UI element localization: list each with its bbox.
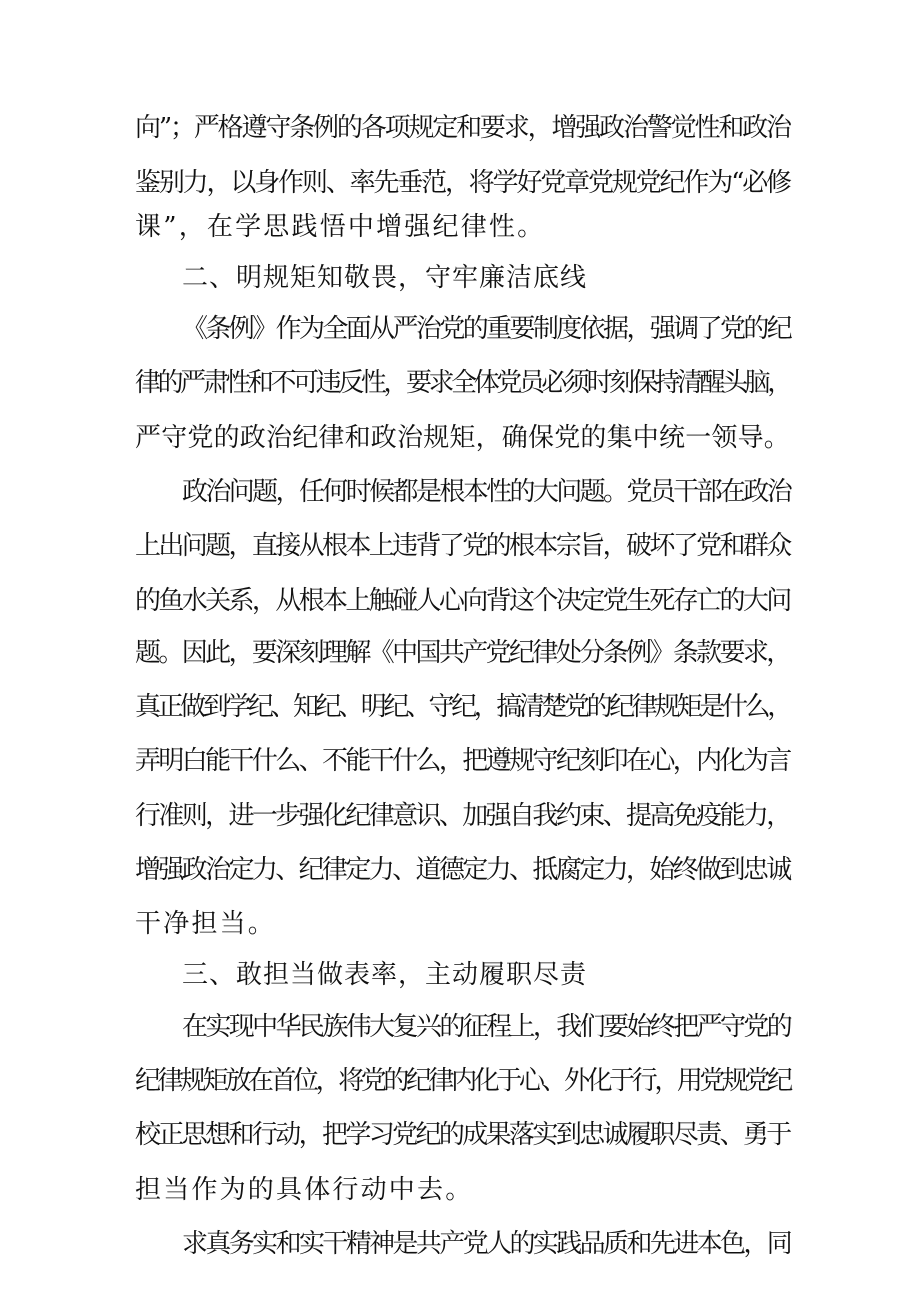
body-text-line: 向”；严格遵守条例的各项规定和要求，增强政治警觉性和政治: [135, 113, 790, 143]
section-heading-3: 三、敢担当做表率，主动履职尽责: [182, 960, 588, 990]
body-text-line: 在实现中华民族伟大复兴的征程上，我们要始终把严守党的: [182, 1012, 791, 1042]
body-text-line: 《条例》作为全面从严治党的重要制度依据，强调了党的纪: [182, 314, 791, 344]
body-text-line: 上出问题，直接从根本上违背了党的根本宗旨，破坏了党和群众: [135, 531, 790, 561]
body-text-line: 行准则，进一步强化纪律意识、加强自我约束、提高免疫能力，: [135, 801, 790, 831]
body-text-line: 担当作为的具体行动中去。: [135, 1175, 474, 1205]
body-text-line: 政治问题，任何时候都是根本性的大问题。党员干部在政治: [182, 477, 791, 507]
body-text-line: 课”，在学思践悟中增强纪律性。: [135, 212, 546, 242]
body-text-line: 增强政治定力、纪律定力、道德定力、抵腐定力，始终做到忠诚: [135, 855, 790, 885]
body-text-line: 题。因此，要深刻理解《中国共产党纪律处分条例》条款要求，: [135, 638, 790, 668]
body-text-line: 的鱼水关系，从根本上触碰人心向背这个决定党生死存亡的大问: [135, 586, 790, 616]
body-text-line: 严守党的政治纪律和政治规矩，确保党的集中统一领导。: [135, 423, 791, 453]
body-text-line: 律的严肃性和不可违反性，要求全体党员必须时刻保持清醒头脑，: [135, 368, 790, 398]
body-text-line: 真正做到学纪、知纪、明纪、守纪，搞清楚党的纪律规矩是什么，: [135, 692, 790, 722]
body-text-line: 干净担当。: [135, 909, 277, 939]
body-text-line: 校正思想和行动，把学习党纪的成果落实到忠诚履职尽责、勇于: [135, 1120, 790, 1150]
body-text-line: 纪律规矩放在首位，将党的纪律内化于心、外化于行，用党规党纪: [135, 1066, 790, 1096]
body-text-line: 鉴别力，以身作则、率先垂范，将学好党章党规党纪作为“必修: [135, 168, 790, 198]
body-text-line: 求真务实和实干精神是共产党人的实践品质和先进本色，同: [182, 1229, 791, 1259]
body-text-line: 弄明白能干什么、不能干什么，把遵规守纪刻印在心，内化为言: [135, 746, 790, 776]
section-heading-2: 二、明规矩知敬畏，守牢廉洁底线: [182, 263, 588, 293]
